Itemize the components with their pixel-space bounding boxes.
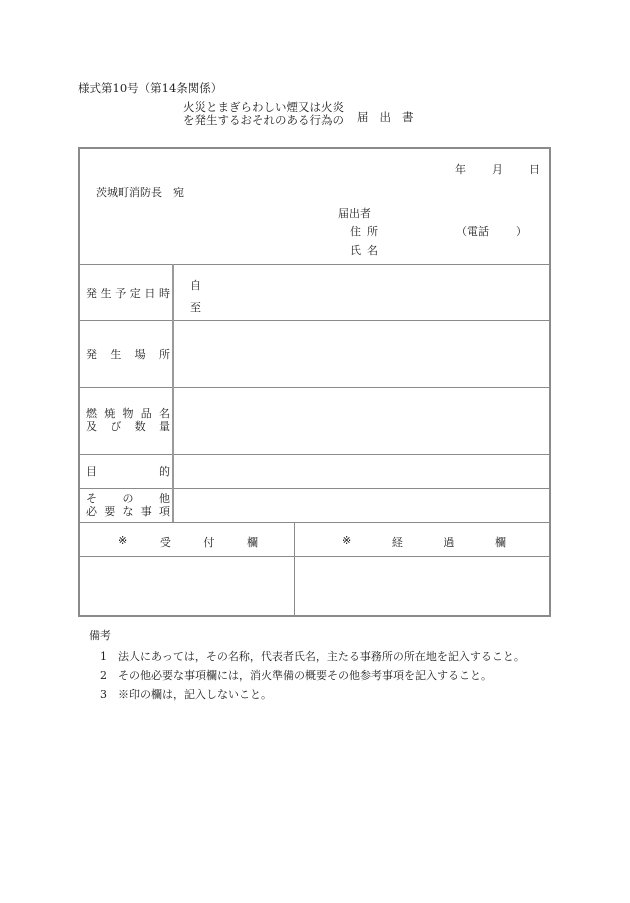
note-number: 3 [100,688,107,701]
label-char: 数 [134,420,146,433]
label-char: 場 [134,348,146,361]
divider [80,387,549,388]
label-char: 定 [129,287,141,300]
label-char: の [122,492,134,505]
note-item [100,648,525,664]
row-label-other-matters [86,492,170,518]
row-label-purpose [86,465,170,478]
label-char: び [110,420,122,433]
progress-column-header [342,534,506,550]
header-char: 付 [203,536,215,549]
label-char: 項 [159,505,170,518]
location-field[interactable] [176,323,546,385]
to-label: 至 [190,301,201,314]
label-char: 要 [104,505,116,518]
form-number: 様式第10号（第14条関係） [78,81,223,95]
office-use-divider [294,522,295,617]
label-char: 事 [140,505,152,518]
reception-field [80,558,294,615]
label-char: 時 [158,287,170,300]
row-label-scheduled-datetime [86,287,170,300]
note-text: その他必要な事項欄には，消火準備の概要その他参考事項を記入すること。 [118,669,492,682]
form-title-line2: を発生するおそれのある行為の [183,113,344,127]
note-text: ※印の欄は，記入しないこと。 [118,688,272,701]
header-char: 経 [391,536,403,549]
divider [80,522,549,523]
address-label: 住所 [350,225,384,238]
label-char: そ [86,492,97,505]
label-column-divider [172,264,174,522]
note-text: 法人にあっては，その名称，代表者氏名，主たる事務所の所在地を記入すること。 [118,650,525,663]
day-label: 日 [529,163,540,176]
name-label: 氏名 [350,244,384,257]
other-matters-field[interactable] [176,491,546,520]
label-char: 目 [86,465,97,478]
phone-close-paren: ） [516,225,527,238]
scheduled-datetime-field[interactable] [176,267,546,317]
header-char: 欄 [247,536,258,549]
divider [80,556,549,557]
year-label: 年 [455,163,466,176]
divider [80,320,549,321]
label-char: 日 [144,287,156,300]
combustibles-field[interactable] [176,390,546,452]
note-item [100,686,272,702]
application-form-table [78,147,551,617]
label-char: 的 [159,465,170,478]
label-char: 生 [110,348,122,361]
divider [80,488,549,489]
reception-column-header [118,534,258,550]
label-char: 名 [159,407,170,420]
form-title-main [183,101,344,127]
label-char: 所 [158,348,170,361]
label-char: 焼 [104,407,116,420]
label-char: 品 [140,407,152,420]
header-char: 過 [443,536,455,549]
label-char: な [122,505,134,518]
note-item [100,667,492,683]
label-char: 予 [115,287,127,300]
notes-title: 備考 [89,629,111,642]
label-char: 必 [86,505,97,518]
label-char: 発 [86,287,97,300]
header-char: 欄 [495,536,506,549]
purpose-field[interactable] [176,457,546,486]
month-label: 月 [492,163,503,176]
date-field[interactable] [455,161,540,177]
label-char: 燃 [86,407,97,420]
from-label: 自 [190,279,201,292]
label-char: 量 [158,420,170,433]
addressee: 茨城町消防長 宛 [96,186,184,199]
label-char: 物 [122,407,134,420]
note-number: 1 [100,650,107,663]
header-char: 受 [159,536,171,549]
form-title-line1: 火災とまぎらわしい煙又は火炎 [183,100,344,114]
note-mark: ※ [342,534,352,547]
form-title-suffix: 届出書 [357,110,425,124]
label-char: 発 [86,348,97,361]
row-label-location [86,348,170,361]
label-char: 及 [86,420,97,433]
applicant-label: 届出者 [338,207,371,220]
label-char: 生 [100,287,112,300]
divider [80,454,549,455]
note-mark: ※ [118,534,128,547]
note-number: 2 [100,669,107,682]
divider [80,264,549,265]
phone-label: （電話 [456,225,489,238]
progress-field [296,558,549,615]
label-char: 他 [159,492,170,505]
row-label-combustibles [86,407,170,433]
